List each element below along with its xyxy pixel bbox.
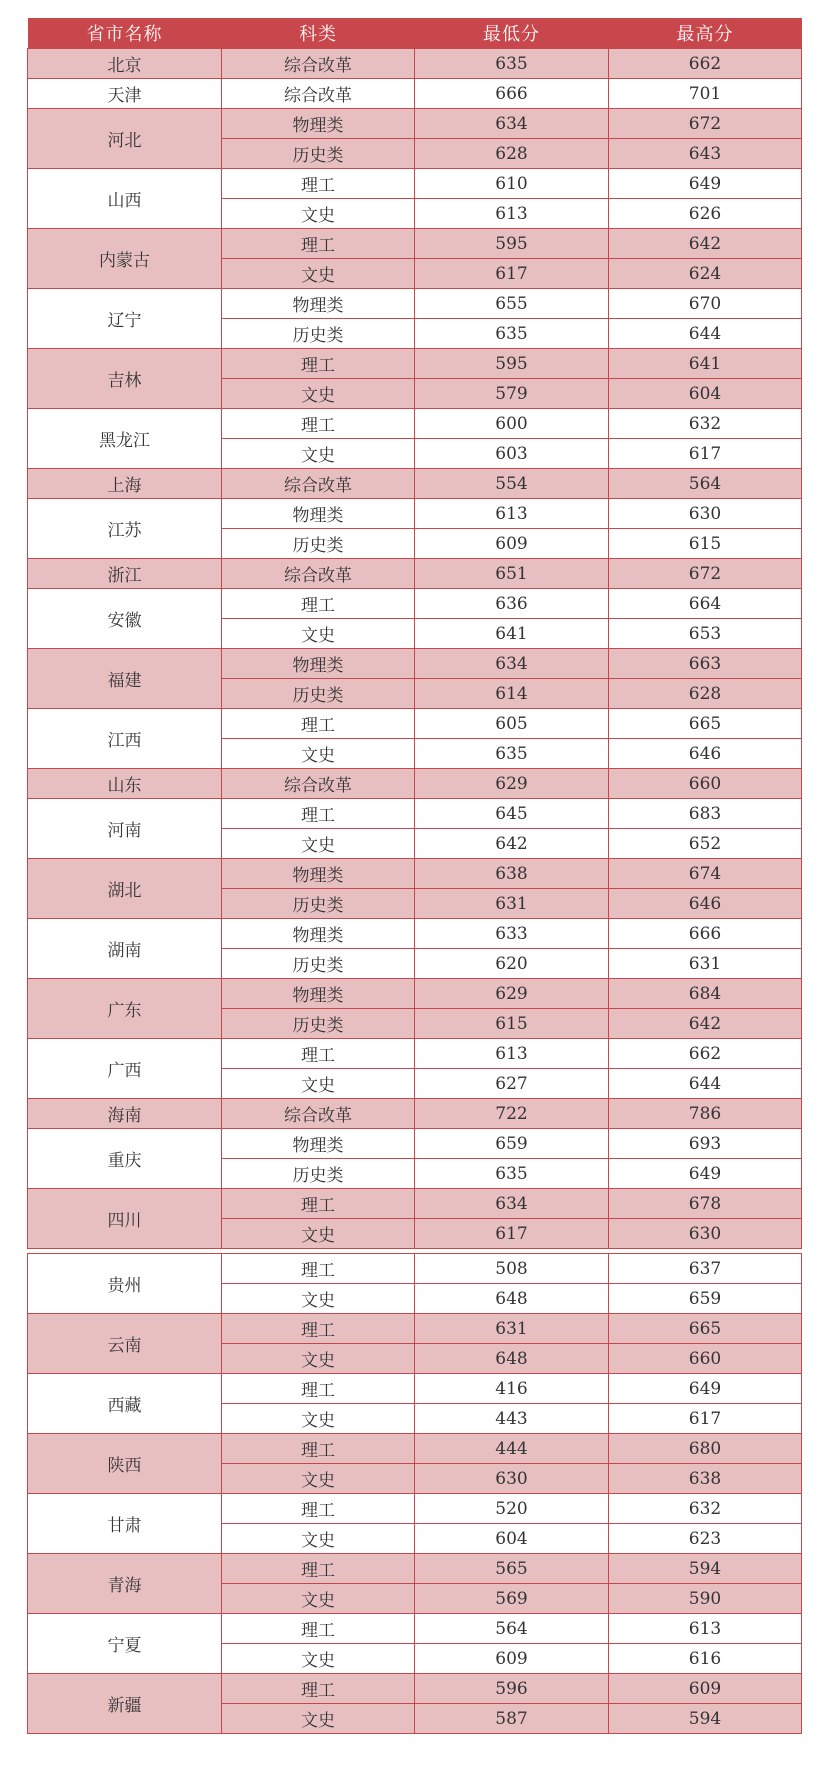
max-score-cell: 644 (609, 1069, 802, 1099)
category-cell: 物理类 (222, 919, 415, 949)
province-name-cell: 山东 (28, 769, 222, 799)
max-score-cell: 649 (609, 1374, 802, 1404)
max-score-cell: 678 (609, 1189, 802, 1219)
province-name-cell: 黑龙江 (28, 409, 222, 469)
category-cell: 文史 (222, 259, 415, 289)
table-row (28, 709, 802, 739)
category-cell: 综合改革 (222, 49, 415, 79)
max-score-cell: 649 (609, 169, 802, 199)
province-name-cell: 四川 (28, 1189, 222, 1249)
category-cell: 综合改革 (222, 79, 415, 109)
province-name-cell: 河南 (28, 799, 222, 859)
min-score-cell: 617 (415, 259, 609, 289)
table-body (28, 49, 802, 1249)
table-row (28, 799, 802, 829)
max-score-cell: 642 (609, 229, 802, 259)
category-cell: 文史 (222, 1284, 415, 1314)
table-row (28, 169, 802, 199)
category-cell: 理工 (222, 1314, 415, 1344)
max-score-cell: 638 (609, 1464, 802, 1494)
province-name-cell: 云南 (28, 1314, 222, 1374)
min-score-cell: 610 (415, 169, 609, 199)
category-cell: 综合改革 (222, 1099, 415, 1129)
category-cell: 文史 (222, 619, 415, 649)
province-name-cell: 新疆 (28, 1674, 222, 1734)
category-cell: 理工 (222, 1554, 415, 1584)
max-score-cell: 624 (609, 259, 802, 289)
province-name-cell: 河北 (28, 109, 222, 169)
min-score-cell: 635 (415, 319, 609, 349)
category-cell: 物理类 (222, 289, 415, 319)
max-score-cell: 662 (609, 49, 802, 79)
category-cell: 理工 (222, 409, 415, 439)
max-score-cell: 613 (609, 1614, 802, 1644)
min-score-cell: 613 (415, 1039, 609, 1069)
min-score-cell: 615 (415, 1009, 609, 1039)
province-name-cell: 安徽 (28, 589, 222, 649)
min-score-cell: 508 (415, 1254, 609, 1284)
category-cell: 文史 (222, 1219, 415, 1249)
category-cell: 历史类 (222, 319, 415, 349)
category-cell: 文史 (222, 1584, 415, 1614)
min-score-cell: 642 (415, 829, 609, 859)
max-score-cell: 628 (609, 679, 802, 709)
table-row (28, 1039, 802, 1069)
table-row (28, 1674, 802, 1704)
table-row (28, 1434, 802, 1464)
table-row (28, 499, 802, 529)
max-score-cell: 680 (609, 1434, 802, 1464)
table-row (28, 559, 802, 589)
min-score-cell: 520 (415, 1494, 609, 1524)
max-score-cell: 693 (609, 1129, 802, 1159)
province-name-cell: 上海 (28, 469, 222, 499)
category-cell: 理工 (222, 799, 415, 829)
score-table-continued (27, 1253, 802, 1734)
province-name-cell: 天津 (28, 79, 222, 109)
province-name-cell: 陕西 (28, 1434, 222, 1494)
table-row (28, 1099, 802, 1129)
min-score-cell: 595 (415, 349, 609, 379)
min-score-cell: 587 (415, 1704, 609, 1734)
category-cell: 历史类 (222, 679, 415, 709)
max-score-cell: 672 (609, 109, 802, 139)
category-cell: 物理类 (222, 1129, 415, 1159)
province-name-cell: 广西 (28, 1039, 222, 1099)
province-name-cell: 甘肃 (28, 1494, 222, 1554)
table-row (28, 589, 802, 619)
max-score-cell: 643 (609, 139, 802, 169)
category-cell: 物理类 (222, 859, 415, 889)
max-score-cell: 663 (609, 649, 802, 679)
min-score-cell: 609 (415, 529, 609, 559)
header-province: 省市名称 (28, 18, 222, 49)
category-cell: 文史 (222, 739, 415, 769)
min-score-cell: 569 (415, 1584, 609, 1614)
table-row (28, 769, 802, 799)
min-score-cell: 631 (415, 889, 609, 919)
max-score-cell: 630 (609, 1219, 802, 1249)
max-score-cell: 631 (609, 949, 802, 979)
score-table-container (27, 18, 801, 1734)
min-score-cell: 629 (415, 769, 609, 799)
category-cell: 文史 (222, 1344, 415, 1374)
table-row (28, 859, 802, 889)
category-cell: 理工 (222, 229, 415, 259)
province-name-cell: 浙江 (28, 559, 222, 589)
category-cell: 理工 (222, 1494, 415, 1524)
category-cell: 综合改革 (222, 769, 415, 799)
category-cell: 文史 (222, 379, 415, 409)
min-score-cell: 603 (415, 439, 609, 469)
max-score-cell: 646 (609, 889, 802, 919)
province-name-cell: 西藏 (28, 1374, 222, 1434)
max-score-cell: 644 (609, 319, 802, 349)
max-score-cell: 630 (609, 499, 802, 529)
min-score-cell: 605 (415, 709, 609, 739)
min-score-cell: 659 (415, 1129, 609, 1159)
min-score-cell: 634 (415, 649, 609, 679)
table-header (28, 18, 802, 49)
category-cell: 历史类 (222, 1009, 415, 1039)
max-score-cell: 786 (609, 1099, 802, 1129)
min-score-cell: 609 (415, 1644, 609, 1674)
min-score-cell: 634 (415, 109, 609, 139)
max-score-cell: 594 (609, 1554, 802, 1584)
max-score-cell: 665 (609, 1314, 802, 1344)
max-score-cell: 642 (609, 1009, 802, 1039)
max-score-cell: 660 (609, 1344, 802, 1374)
min-score-cell: 722 (415, 1099, 609, 1129)
table-row (28, 1314, 802, 1344)
min-score-cell: 628 (415, 139, 609, 169)
max-score-cell: 683 (609, 799, 802, 829)
min-score-cell: 604 (415, 1524, 609, 1554)
table-row (28, 349, 802, 379)
max-score-cell: 666 (609, 919, 802, 949)
table-row (28, 469, 802, 499)
category-cell: 历史类 (222, 949, 415, 979)
table-row (28, 1374, 802, 1404)
table-row (28, 1554, 802, 1584)
province-name-cell: 广东 (28, 979, 222, 1039)
max-score-cell: 684 (609, 979, 802, 1009)
table-row (28, 649, 802, 679)
min-score-cell: 595 (415, 229, 609, 259)
header-min-score: 最低分 (415, 18, 609, 49)
score-table (27, 18, 802, 1249)
category-cell: 历史类 (222, 529, 415, 559)
min-score-cell: 655 (415, 289, 609, 319)
max-score-cell: 646 (609, 739, 802, 769)
max-score-cell: 594 (609, 1704, 802, 1734)
table-row (28, 49, 802, 79)
province-name-cell: 江西 (28, 709, 222, 769)
max-score-cell: 637 (609, 1254, 802, 1284)
province-name-cell: 吉林 (28, 349, 222, 409)
category-cell: 文史 (222, 439, 415, 469)
category-cell: 理工 (222, 1674, 415, 1704)
category-cell: 理工 (222, 1614, 415, 1644)
category-cell: 历史类 (222, 139, 415, 169)
province-name-cell: 湖南 (28, 919, 222, 979)
header-category: 科类 (222, 18, 415, 49)
province-name-cell: 湖北 (28, 859, 222, 919)
min-score-cell: 416 (415, 1374, 609, 1404)
category-cell: 文史 (222, 1404, 415, 1434)
table-row (28, 1189, 802, 1219)
province-name-cell: 青海 (28, 1554, 222, 1614)
category-cell: 文史 (222, 829, 415, 859)
province-name-cell: 内蒙古 (28, 229, 222, 289)
table-row (28, 979, 802, 1009)
max-score-cell: 672 (609, 559, 802, 589)
category-cell: 文史 (222, 1524, 415, 1554)
table-row (28, 229, 802, 259)
max-score-cell: 615 (609, 529, 802, 559)
table-row (28, 109, 802, 139)
min-score-cell: 666 (415, 79, 609, 109)
category-cell: 物理类 (222, 649, 415, 679)
min-score-cell: 636 (415, 589, 609, 619)
province-name-cell: 辽宁 (28, 289, 222, 349)
min-score-cell: 554 (415, 469, 609, 499)
min-score-cell: 648 (415, 1344, 609, 1374)
province-name-cell: 山西 (28, 169, 222, 229)
min-score-cell: 635 (415, 1159, 609, 1189)
min-score-cell: 635 (415, 49, 609, 79)
province-name-cell: 贵州 (28, 1254, 222, 1314)
min-score-cell: 620 (415, 949, 609, 979)
max-score-cell: 653 (609, 619, 802, 649)
max-score-cell: 674 (609, 859, 802, 889)
table-row (28, 1494, 802, 1524)
category-cell: 理工 (222, 1254, 415, 1284)
category-cell: 物理类 (222, 499, 415, 529)
min-score-cell: 635 (415, 739, 609, 769)
table-row (28, 409, 802, 439)
category-cell: 理工 (222, 1189, 415, 1219)
table-row (28, 919, 802, 949)
max-score-cell: 660 (609, 769, 802, 799)
category-cell: 文史 (222, 1464, 415, 1494)
province-name-cell: 海南 (28, 1099, 222, 1129)
min-score-cell: 600 (415, 409, 609, 439)
min-score-cell: 645 (415, 799, 609, 829)
max-score-cell: 641 (609, 349, 802, 379)
max-score-cell: 617 (609, 1404, 802, 1434)
table-row (28, 289, 802, 319)
min-score-cell: 596 (415, 1674, 609, 1704)
min-score-cell: 648 (415, 1284, 609, 1314)
province-name-cell: 北京 (28, 49, 222, 79)
min-score-cell: 641 (415, 619, 609, 649)
min-score-cell: 579 (415, 379, 609, 409)
min-score-cell: 613 (415, 499, 609, 529)
table-row (28, 1129, 802, 1159)
category-cell: 理工 (222, 589, 415, 619)
table-row (28, 1614, 802, 1644)
province-name-cell: 江苏 (28, 499, 222, 559)
max-score-cell: 626 (609, 199, 802, 229)
max-score-cell: 632 (609, 409, 802, 439)
max-score-cell: 649 (609, 1159, 802, 1189)
category-cell: 理工 (222, 1039, 415, 1069)
max-score-cell: 617 (609, 439, 802, 469)
min-score-cell: 651 (415, 559, 609, 589)
max-score-cell: 609 (609, 1674, 802, 1704)
min-score-cell: 443 (415, 1404, 609, 1434)
category-cell: 历史类 (222, 1159, 415, 1189)
min-score-cell: 565 (415, 1554, 609, 1584)
max-score-cell: 665 (609, 709, 802, 739)
category-cell: 文史 (222, 199, 415, 229)
max-score-cell: 670 (609, 289, 802, 319)
min-score-cell: 614 (415, 679, 609, 709)
max-score-cell: 652 (609, 829, 802, 859)
category-cell: 物理类 (222, 979, 415, 1009)
province-name-cell: 福建 (28, 649, 222, 709)
category-cell: 综合改革 (222, 469, 415, 499)
province-name-cell: 宁夏 (28, 1614, 222, 1674)
min-score-cell: 444 (415, 1434, 609, 1464)
max-score-cell: 632 (609, 1494, 802, 1524)
table-body-continued (28, 1254, 802, 1734)
min-score-cell: 613 (415, 199, 609, 229)
max-score-cell: 662 (609, 1039, 802, 1069)
max-score-cell: 701 (609, 79, 802, 109)
min-score-cell: 634 (415, 1189, 609, 1219)
table-row (28, 79, 802, 109)
category-cell: 文史 (222, 1644, 415, 1674)
category-cell: 综合改革 (222, 559, 415, 589)
min-score-cell: 617 (415, 1219, 609, 1249)
category-cell: 理工 (222, 169, 415, 199)
max-score-cell: 604 (609, 379, 802, 409)
max-score-cell: 623 (609, 1524, 802, 1554)
min-score-cell: 627 (415, 1069, 609, 1099)
min-score-cell: 629 (415, 979, 609, 1009)
category-cell: 理工 (222, 1434, 415, 1464)
category-cell: 历史类 (222, 889, 415, 919)
min-score-cell: 630 (415, 1464, 609, 1494)
category-cell: 文史 (222, 1069, 415, 1099)
max-score-cell: 590 (609, 1584, 802, 1614)
category-cell: 理工 (222, 349, 415, 379)
min-score-cell: 564 (415, 1614, 609, 1644)
category-cell: 理工 (222, 709, 415, 739)
min-score-cell: 631 (415, 1314, 609, 1344)
max-score-cell: 664 (609, 589, 802, 619)
header-max-score: 最高分 (609, 18, 802, 49)
max-score-cell: 659 (609, 1284, 802, 1314)
category-cell: 文史 (222, 1704, 415, 1734)
max-score-cell: 564 (609, 469, 802, 499)
category-cell: 理工 (222, 1374, 415, 1404)
min-score-cell: 633 (415, 919, 609, 949)
table-row (28, 1254, 802, 1284)
min-score-cell: 638 (415, 859, 609, 889)
province-name-cell: 重庆 (28, 1129, 222, 1189)
max-score-cell: 616 (609, 1644, 802, 1674)
category-cell: 物理类 (222, 109, 415, 139)
